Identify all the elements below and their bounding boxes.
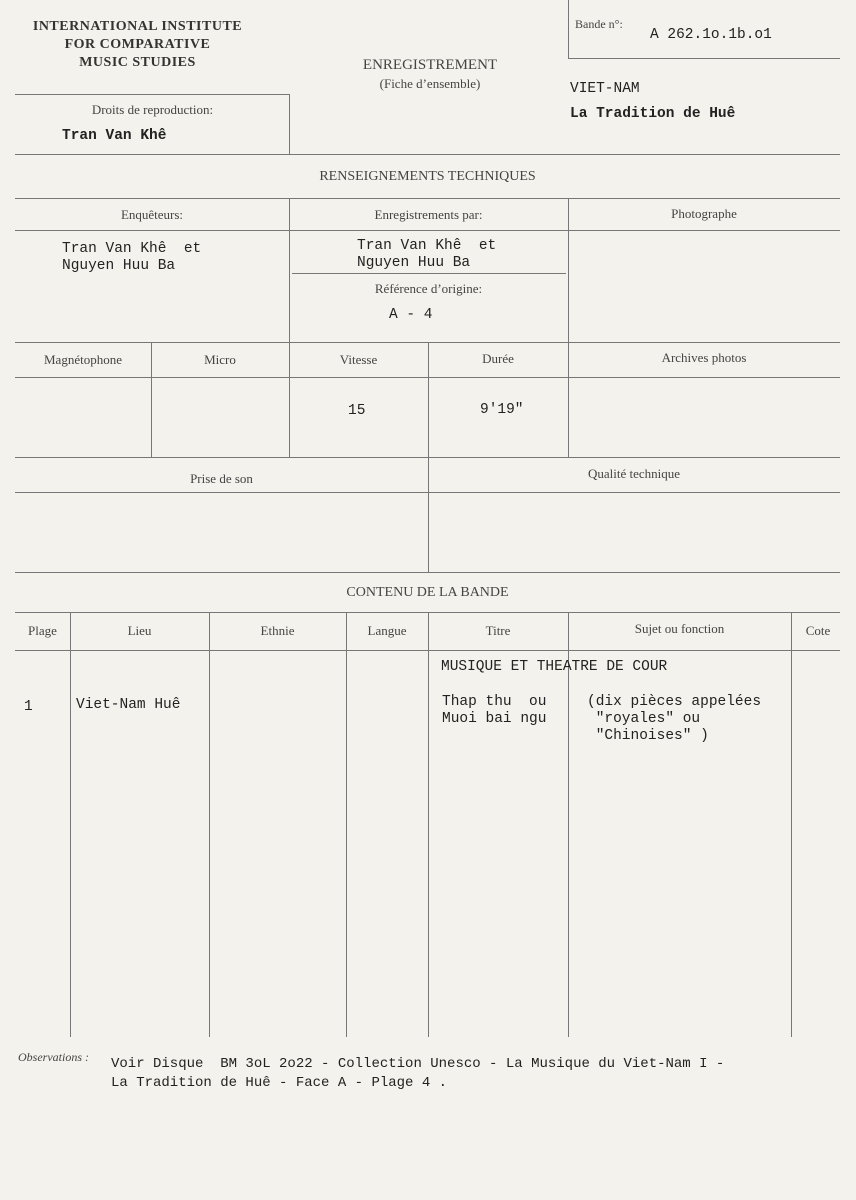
col-ethnie: Ethnie (260, 623, 295, 638)
enregistrements-label: Enregistrements par: (374, 207, 483, 222)
row-sujet: (dix pièces appelées "royales" ou "Chinoises" ) (587, 694, 762, 744)
reference-label: Référence d’origine: (374, 281, 483, 296)
institute-line-2: FOR COMPARATIVE (64, 37, 211, 52)
enqueteurs-value: Tran Van Khê et Nguyen Huu Ba (62, 241, 202, 274)
tradition: La Tradition de Huê (570, 106, 736, 122)
institute-line-1: INTERNATIONAL INSTITUTE (32, 19, 243, 34)
col-lieu: Lieu (127, 623, 152, 638)
observations-line-2: La Tradition de Huê - Face A - Plage 4 . (111, 1075, 448, 1091)
archives-label: Archives photos (661, 350, 747, 365)
content-section-title: CONTENU DE LA BANDE (346, 585, 509, 600)
duree-value: 9'19" (480, 402, 524, 418)
row-plage: 1 (24, 699, 33, 715)
micro-label: Micro (204, 352, 236, 367)
reference-value: A - 4 (389, 307, 433, 323)
institute-name (10, 18, 265, 72)
row-titre: Thap thu ou Muoi bai ngu (442, 694, 547, 727)
magnetophone-label: Magnétophone (44, 352, 122, 367)
droits-label: Droits de reproduction: (91, 102, 214, 117)
form-subtitle: (Fiche d’ensemble) (379, 76, 481, 91)
photographe-label: Photographe (671, 206, 737, 221)
qualite-label: Qualité technique (587, 466, 681, 481)
col-plage: Plage (28, 623, 57, 638)
col-titre: Titre (485, 623, 511, 638)
duree-label: Durée (482, 351, 514, 366)
prise-label: Prise de son (190, 471, 253, 486)
country: VIET-NAM (570, 81, 640, 97)
col-sujet: Sujet ou fonction (634, 621, 725, 636)
col-cote: Cote (805, 623, 831, 638)
observations-line-1: Voir Disque BM 3oL 2o22 - Collection Unesco - La Musique du Viet-Nam I - (111, 1056, 725, 1072)
institute-line-3: MUSIC STUDIES (79, 55, 196, 70)
content-heading: MUSIQUE ET THEATRE DE COUR (441, 659, 668, 675)
technical-section-title: RENSEIGNEMENTS TECHNIQUES (319, 169, 536, 184)
col-langue: Langue (367, 623, 407, 638)
vitesse-label: Vitesse (339, 352, 378, 367)
bande-label: Bande n°: (575, 17, 623, 31)
enregistrements-value: Tran Van Khê et Nguyen Huu Ba (357, 238, 497, 271)
droits-value: Tran Van Khê (62, 128, 167, 144)
form-title: ENREGISTREMENT (362, 57, 498, 73)
bande-number: A 262.1o.1b.o1 (650, 27, 772, 43)
vitesse-value: 15 (348, 403, 366, 419)
enqueteurs-label: Enquêteurs: (120, 207, 184, 222)
row-lieu: Viet-Nam Huê (76, 697, 181, 713)
observations-label: Observations : (18, 1050, 89, 1064)
